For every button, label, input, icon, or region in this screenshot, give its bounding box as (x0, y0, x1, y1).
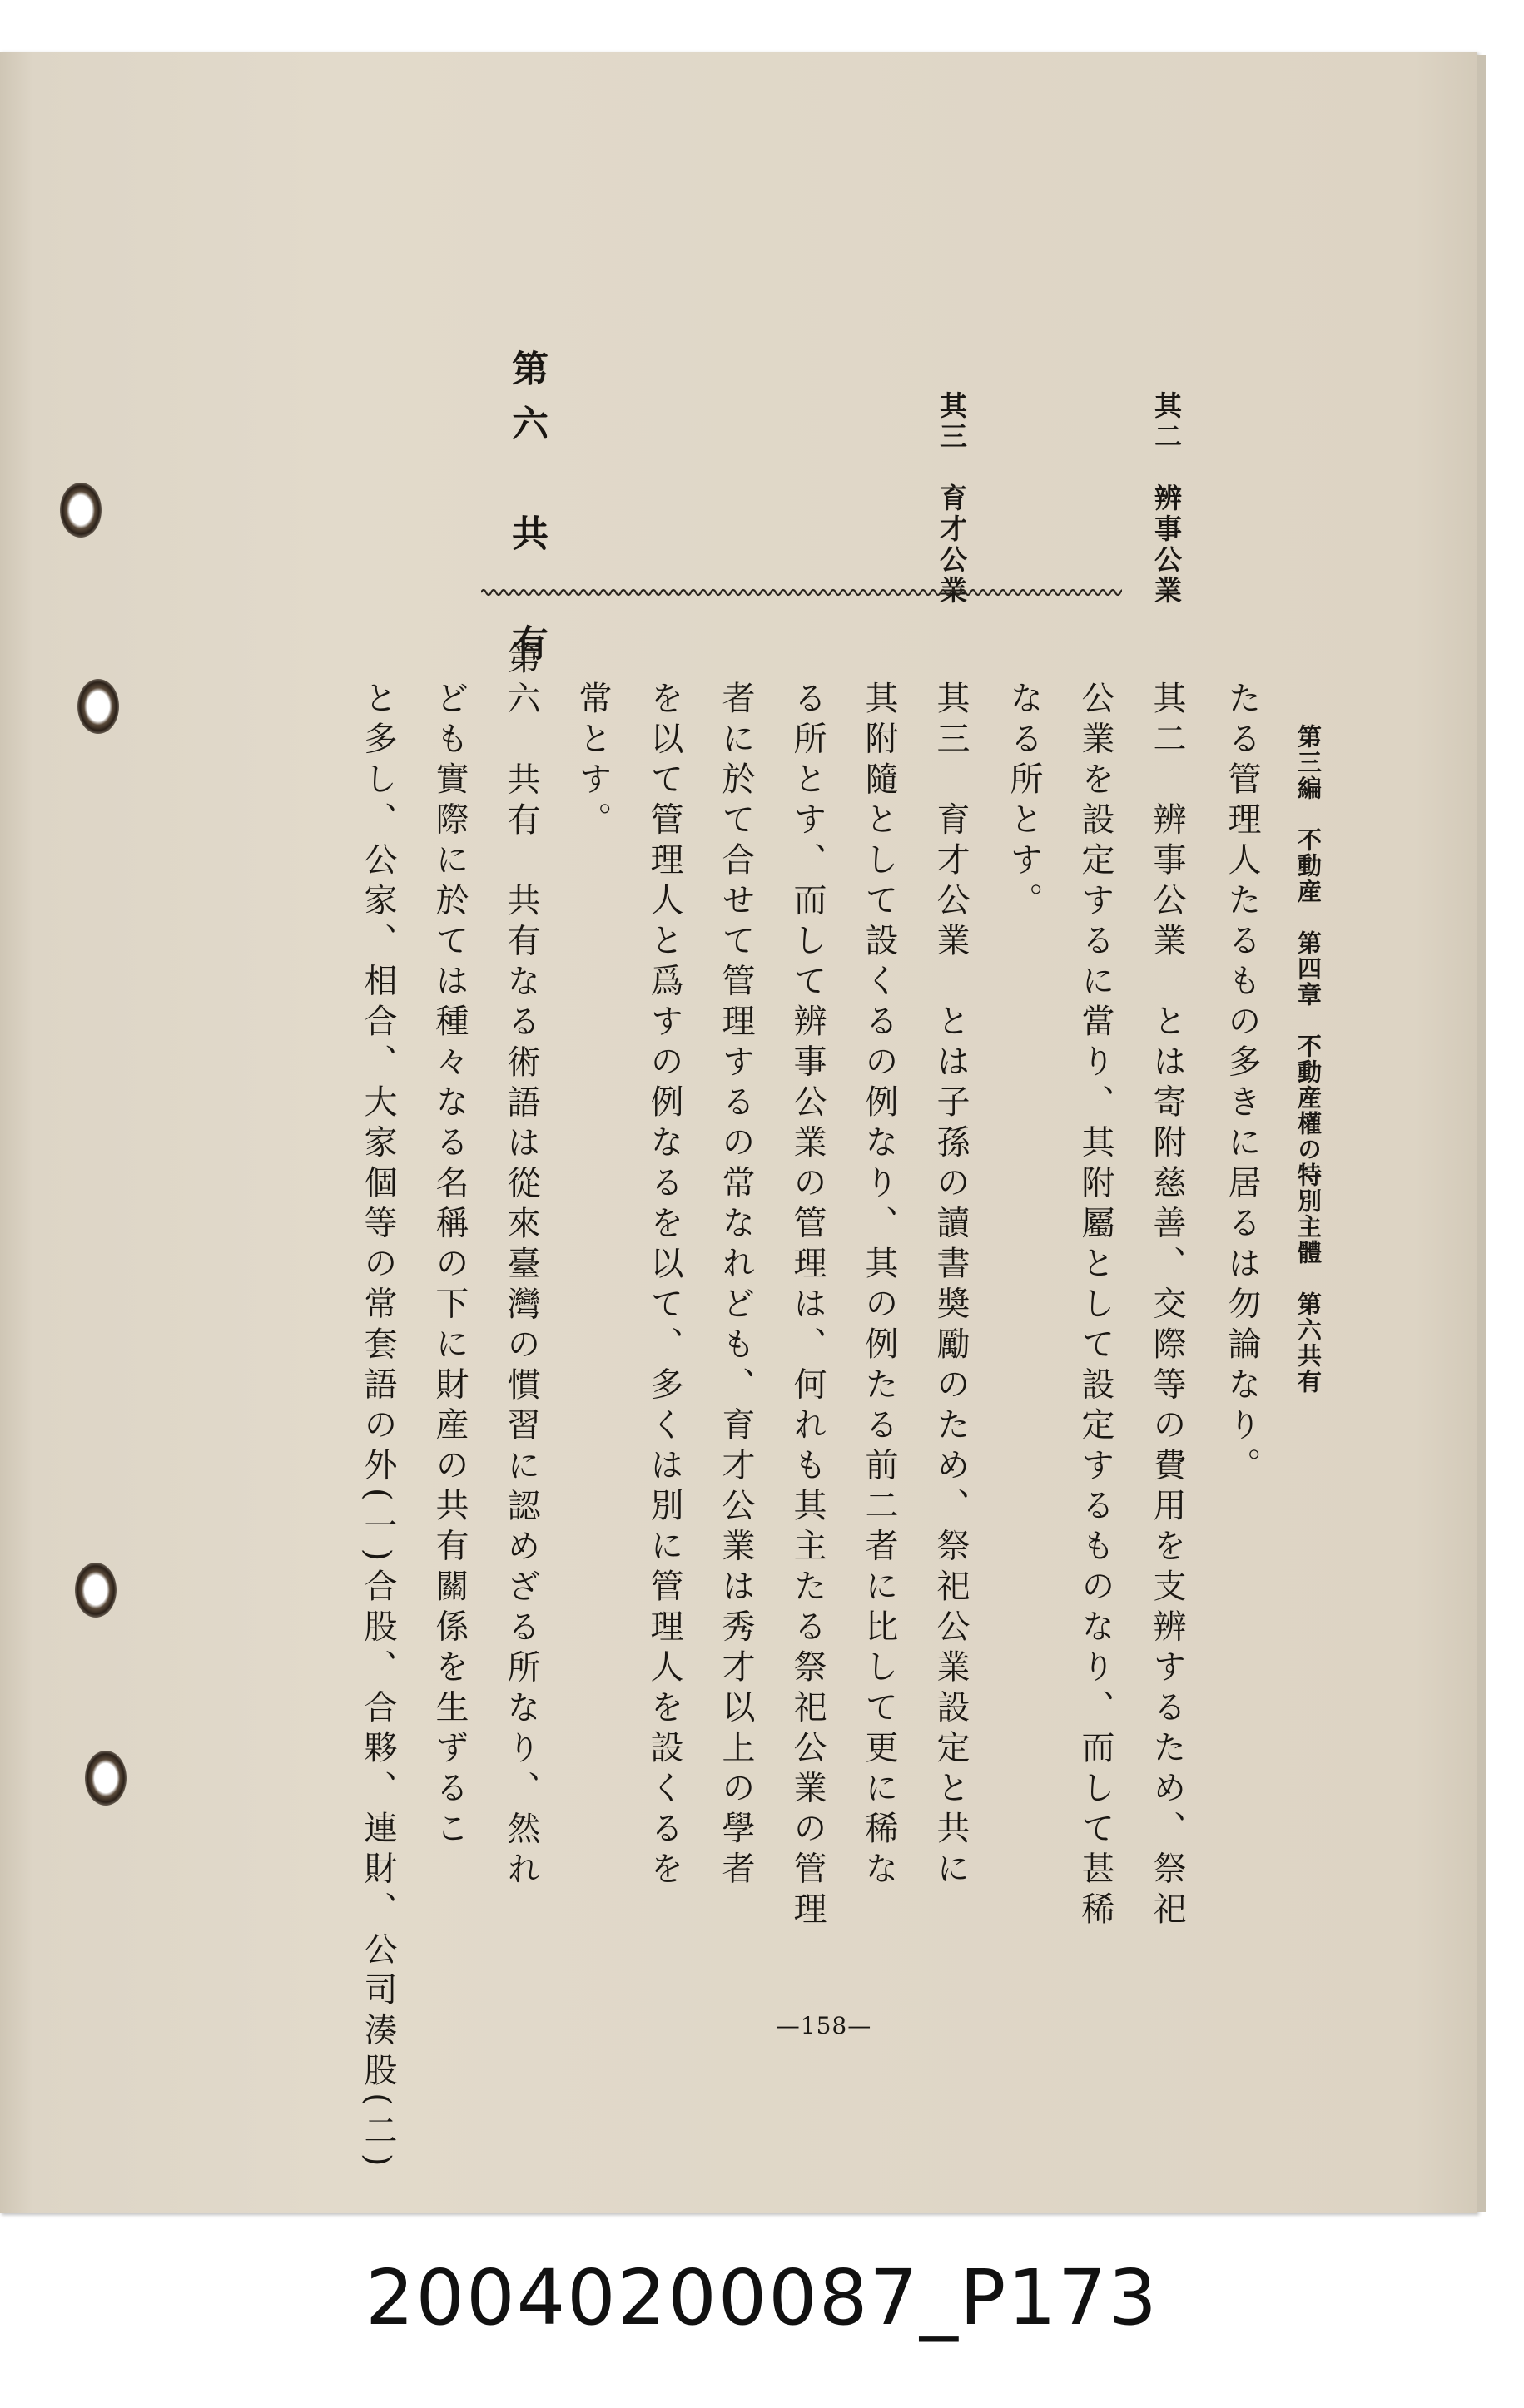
body-line: 者に於て合せて管理するの常なれども、育才公業は秀才以上の學者 (717, 681, 755, 1891)
body-line: と多し、公家、相合、大家個等の常套語の外(一)合股、合夥、連財、公司湊股(二) (359, 681, 397, 2173)
heading-sono2: 其二 辨事公業 (1150, 391, 1183, 607)
binding-hole-1 (60, 483, 102, 538)
body-line: 第六 共有 共有なる術語は從來臺灣の慣習に認めざる所なり、然れ (502, 641, 540, 1892)
heading-section-6: 第六 共 有 (505, 349, 548, 679)
body-line: 其附隨として設くるの例なり、其の例たる前二者に比して更に稀な (860, 681, 898, 1891)
body-line: ども實際に於ては種々なる名稱の下に財産の共有關係を生ずるこ (430, 681, 469, 1851)
body-line: なる所とす。 (1005, 681, 1043, 923)
binding-hole-3 (75, 1563, 117, 1618)
body-line: 其三 育才公業 とは子孫の讀書奬勵のため、祭祀公業設定と共に (931, 681, 970, 1891)
running-head: 第三編 不動産 第四章 不動産權の特別主體 第六共有 (1294, 724, 1323, 1395)
body-line: 公業を設定するに當り、其附屬として設定するものなり、而して甚稀 (1076, 681, 1114, 1932)
body-line: 常とす。 (573, 681, 612, 842)
wavy-rule (481, 584, 1122, 601)
body-line: たる管理人たるもの多きに居るは勿論なり。 (1223, 681, 1261, 1488)
binding-hole-4 (85, 1751, 127, 1806)
binding-hole-2 (77, 679, 119, 734)
body-line: を以て管理人と爲すの例なるを以て、多くは別に管理人を設くるを (645, 681, 683, 1891)
body-line: 其二 辨事公業 とは寄附慈善、交際等の費用を支辨するため、祭祀 (1148, 681, 1186, 1932)
page-number: —158— (776, 2012, 872, 2039)
page-edge (1477, 55, 1486, 2212)
heading-sono3: 其三 育才公業 (936, 391, 968, 607)
archive-id-caption: 20040200087_P173 (365, 2253, 1159, 2342)
body-line: る所とす、而して辨事公業の管理は、何れも其主たる祭祀公業の管理 (788, 681, 827, 1932)
